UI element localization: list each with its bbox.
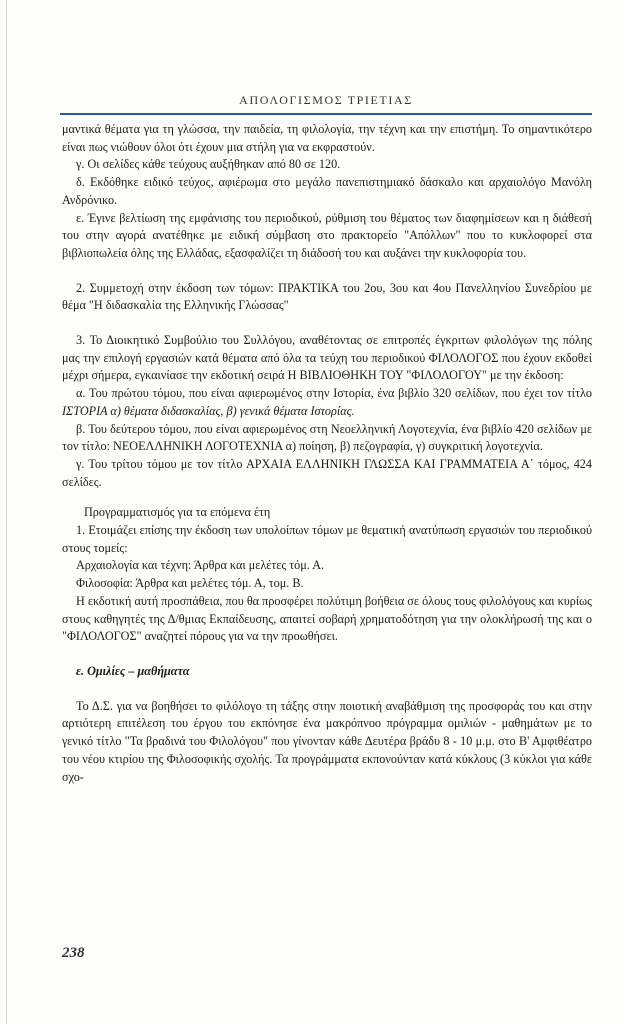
page-number: 238 xyxy=(62,945,85,961)
paragraph: 1. Ετοιμάζει επίσης την έκδοση των υπολοίπων τόμων με θεματική ανατύπωση εργασιών του περιοδικού στους τομείς: xyxy=(62,523,592,555)
subheading: Προγραμματισμός για τα επόμενα έτη xyxy=(84,505,271,520)
text-run: α. Του πρώτου τόμου, που είναι αφιερωμένος στην Ιστορία, ένα βιβλίο 320 σελίδων, που έχει τον τίτλο xyxy=(76,386,592,401)
paragraph: Το Δ.Σ. για να βοηθήσει το φιλόλογο τη τάξης στην ποιοτική αναβάθμιση της προσφοράς του και στην αρτιότερη επιτέλεση του έργου του εκπόνησε ένα μακρόπνοο πρόγραμμα ομιλιών - μαθημάτων με το γενικό τίτλο "Τα βραδινά του Φιλολόγου" που γίνονταν κάθε Δευτέρα βράδυ 8 - 10 μ.μ. στο Β' Αμφιθέατρο του νέου κτιρίου της Φιλοσοφικής σχολής. Τα προγράμματα εκπονούνταν κατά κύκλους (3 κύκλοι για κάθε σχο- xyxy=(62,698,592,784)
running-header: ΑΠΟΛΟΓΙΣΜΟΣ ΤΡΙΕΤΙΑΣ xyxy=(239,93,413,107)
paragraph: δ. Εκδόθηκε ειδικό τεύχος, αφιέρωμα στο μεγάλο πανεπιστημιακό δάσκαλο και αρχαιολόγο Μανόλη Ανδρόνικο. xyxy=(62,175,592,207)
paragraph: 2. Συμμετοχή στην έκδοση των τόμων: ΠΡΑΚΤΙΚΑ του 2ου, 3ου και 4ου Πανελληνίου Συνεδρίου με θέμα "Η διδασκαλία της Ελληνικής Γλώσσας" xyxy=(62,280,592,313)
paragraph: ε. Έγινε βελτίωση της εμφάνισης του περιοδικού, ρύθμιση του θέματος των διαφημίσεων και η διάθεσή του στην αγορά ανατέθηκε με ειδική σύμβαση στο πρακτορείο "Απόλλων" που το κυκλοφορεί στα βιβλιοπωλεία όλης της Ελλάδας, εξασφαλίζει τη διάδοσή του και αυξάνει την κυκλοφορία του. xyxy=(62,210,592,260)
paragraph: γ. Οι σελίδες κάθε τεύχους αυξήθηκαν από 80 σε 120. xyxy=(76,157,341,172)
paragraph xyxy=(62,385,592,420)
paragraph: μαντικά θέματα για τη γλώσσα, την παιδεία, τη φιλολογία, την τέχνη και την επιστήμη. Το σημαντικότερο είναι πως νιώθουν όλοι ότι έχουν μια στήλη για να εκφραστούν. xyxy=(62,122,592,154)
section-heading: ε. Ομιλίες – μαθήματα xyxy=(76,663,190,678)
page-body xyxy=(62,121,592,786)
italic-title: ΙΣΤΟΡΙΑ α) θέματα διδασκαλίας, β) γενικά θέματα Ιστορίας. xyxy=(62,403,355,418)
paragraph: γ. Του τρίτου τόμου με τον τίτλο ΑΡΧΑΙΑ ΕΛΛΗΝΙΚΗ ΓΛΩΣΣΑ ΚΑΙ ΓΡΑΜΜΑΤΕΙΑ Α΄ τόμος, 424 σελίδες. xyxy=(62,456,592,489)
page-edge xyxy=(6,0,7,1024)
header-rule xyxy=(60,113,592,115)
list-item: Φιλοσοφία: Άρθρα και μελέτες τόμ. Α, τομ. Β. xyxy=(76,576,304,591)
paragraph: 3. Το Διοικητικό Συμβούλιο του Συλλόγου, αναθέτοντας σε επιτροπές έγκριτων φιλολόγων της πόλης μας την επιλογή εργασιών κατά θέματα από όλα τα τεύχη του περιοδικού ΦΙΛΟΛΟΓΟΣ που έχουν εκδοθεί μέχρι σήμερα, εγκαινίασε την εκδοτική σειρά Η ΒΙΒΛΙΟΘΗΚΗ ΤΟΥ "ΦΙΛΟΛΟΓΟΥ" με την έκδοση: xyxy=(62,333,592,383)
paragraph: Η εκδοτική αυτή προσπάθεια, που θα προσφέρει πολύτιμη βοήθεια σε όλους τους φιλολόγους και κυρίως στους καθηγητές της Δ/θμιας Εκπαίδευσης, απαιτεί σοβαρή χρηματοδότηση για την ολοκλήρωσή της και ο "ΦΙΛΟΛΟΓΟΣ" αναζητεί πόρους για να την προωθήσει. xyxy=(62,593,592,644)
paragraph: β. Του δεύτερου τόμου, που είναι αφιερωμένος στη Νεοελληνική Λογοτεχνία, ένα βιβλίο 420 σελίδων με τον τίτλο: ΝΕΟΕΛΛΗΝΙΚΗ ΛΟΓΟΤΕΧΝΙΑ α) ποίηση, β) πεζογραφία, γ) συγκριτική λογοτεχνία. xyxy=(62,421,592,454)
list-item: Αρχαιολογία και τέχνη: Άρθρα και μελέτες τόμ. Α. xyxy=(76,558,325,573)
